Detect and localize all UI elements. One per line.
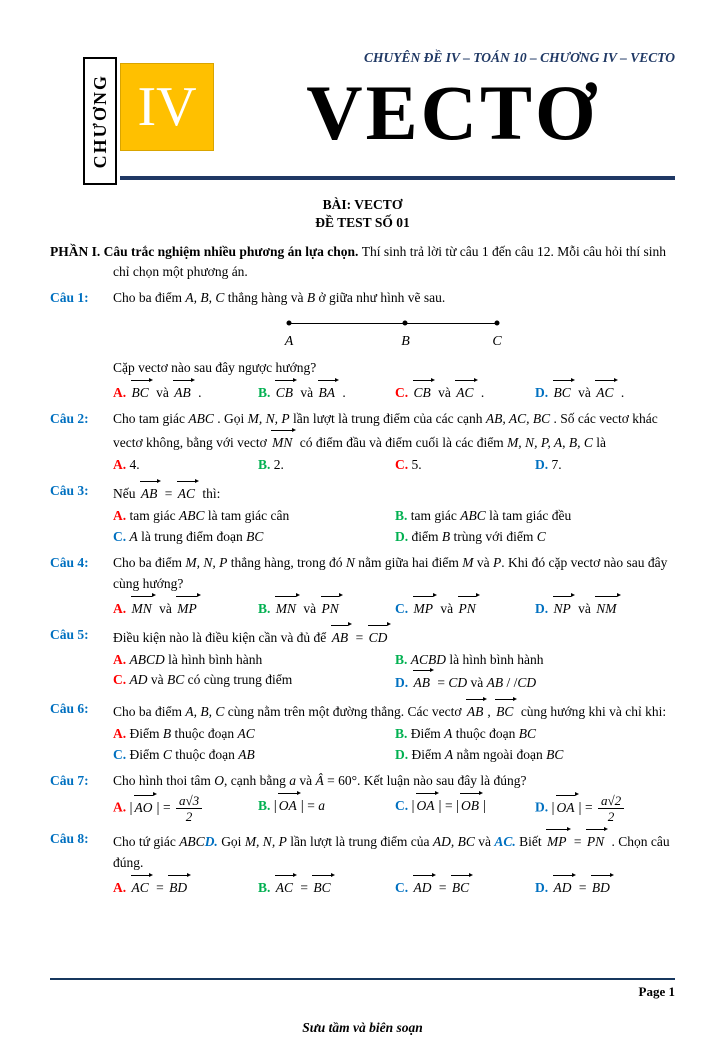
- text-segment: AD: [129, 672, 148, 688]
- text-segment: BC: [546, 747, 564, 763]
- text-segment: 5.: [411, 457, 422, 473]
- option-A: [113, 380, 258, 404]
- option-letter: D.: [395, 528, 412, 544]
- chapter-number-badge: [120, 63, 214, 151]
- text-segment: và: [300, 600, 320, 616]
- vector-notation: BD: [167, 875, 191, 899]
- center-titles: [0, 196, 725, 232]
- text-segment: Cho hình thoi tâm: [113, 773, 215, 789]
- option-letter: C.: [395, 385, 412, 401]
- option-C: [395, 596, 535, 620]
- options: [113, 380, 675, 404]
- text-segment: và: [574, 600, 595, 616]
- text-segment: Điểm: [411, 747, 445, 763]
- text-segment: nằm giữa hai điểm: [354, 554, 463, 570]
- text-segment: là hình bình hành: [164, 651, 263, 667]
- text-segment: ABCD: [129, 651, 165, 667]
- option-letter: B.: [395, 508, 411, 524]
- text-segment: Điều kiện nào là điều kiện cần và đủ để: [113, 629, 330, 645]
- option-B: [258, 875, 395, 899]
- question-label: Câu 4:: [50, 554, 89, 570]
- text-segment: =: [159, 799, 174, 815]
- vector-notation: AC: [274, 875, 297, 899]
- options: [113, 596, 675, 620]
- option-letter: D.: [535, 600, 552, 616]
- text-segment: =: [161, 486, 176, 502]
- vector-notation: PN: [320, 596, 343, 620]
- question-label: Câu 7:: [50, 773, 89, 789]
- text-segment: ABC: [460, 508, 486, 524]
- text-segment: . Chọn câu đúng.: [113, 834, 670, 871]
- option-letter: D.: [535, 457, 552, 473]
- option-B: [395, 650, 675, 671]
- text-segment: thuộc đoạn: [171, 726, 238, 742]
- text-segment: và: [155, 600, 176, 616]
- test-title: ĐỀ TEST SỐ 01: [315, 215, 410, 231]
- option-letter: A.: [113, 726, 130, 742]
- question-8: [50, 829, 675, 899]
- text-segment: và: [147, 672, 167, 688]
- text-segment: B: [162, 726, 172, 742]
- options: [113, 793, 675, 824]
- option-B: [258, 380, 395, 404]
- text-segment: nằm ngoài đoạn: [453, 747, 547, 763]
- option-letter: A.: [113, 880, 130, 896]
- option-letter: C.: [395, 798, 412, 814]
- text-segment: =: [575, 880, 590, 896]
- question-text: [113, 409, 675, 454]
- option-D: [535, 875, 675, 899]
- vector-notation: MP: [412, 596, 438, 620]
- text-segment: =: [570, 834, 585, 850]
- text-segment: và: [467, 675, 487, 691]
- vector-notation: AD: [552, 875, 576, 899]
- text-segment: C: [162, 747, 172, 763]
- option-letter: A.: [113, 651, 130, 667]
- question-text: [113, 699, 675, 723]
- option-letter: B.: [258, 880, 274, 896]
- question-2: [50, 409, 675, 476]
- option-letter: D.: [535, 799, 552, 815]
- vector-magnitude: | OA |: [412, 798, 442, 813]
- option-B: [395, 724, 675, 745]
- text-segment: B: [306, 289, 316, 305]
- text-segment: =: [441, 798, 456, 814]
- text-segment: và: [297, 385, 317, 401]
- options: [113, 875, 675, 899]
- option-B: [258, 793, 395, 824]
- question-3: [50, 481, 675, 548]
- option-C: [113, 527, 395, 548]
- question-label: Câu 6:: [50, 701, 89, 717]
- option-C: [395, 793, 535, 824]
- text-segment: B: [441, 528, 451, 544]
- question-label: Câu 1:: [50, 289, 89, 305]
- vector-magnitude: | OA |: [552, 800, 582, 815]
- figure-point: [403, 321, 408, 326]
- text-segment: cùng nằm trên một đường thẳng. Các vectơ: [224, 704, 465, 720]
- text-segment: A: [129, 528, 138, 544]
- option-letter: C.: [395, 600, 412, 616]
- text-segment: A, B, C: [185, 289, 225, 305]
- vector-notation: AC: [594, 380, 617, 404]
- option-letter: B.: [395, 726, 411, 742]
- text-segment: Cặp vectơ nào sau đây ngược hướng?: [113, 360, 317, 376]
- text-segment: / /: [503, 675, 518, 691]
- text-segment: .: [477, 385, 485, 401]
- question-7: [50, 771, 675, 824]
- vector-notation: OA: [555, 795, 579, 819]
- text-segment: và: [152, 385, 173, 401]
- vector-notation: OA: [415, 793, 439, 817]
- option-D: [535, 596, 675, 620]
- text-segment: .: [194, 385, 202, 401]
- options: [113, 506, 675, 548]
- vector-notation: BC: [494, 699, 517, 723]
- text-segment: . Số các vectơ khác vectơ không, bằng với vectơ: [113, 411, 658, 451]
- text-segment: ở giữa như hình vẽ sau.: [315, 289, 446, 305]
- vector-notation: CB: [412, 380, 435, 404]
- option-letter: B.: [258, 457, 274, 473]
- text-segment: 7.: [551, 457, 562, 473]
- text-segment: ,: [487, 704, 495, 720]
- text-segment: Nếu: [113, 486, 139, 502]
- option-letter: B.: [258, 385, 274, 401]
- option-B: [395, 506, 675, 527]
- text-segment: ABC: [188, 411, 214, 427]
- option-letter: A.: [113, 600, 130, 616]
- option-letter: B.: [395, 651, 411, 667]
- vector-notation: BA: [317, 380, 340, 404]
- text-segment: là tam giác đều: [485, 508, 572, 524]
- text-segment: điểm: [411, 528, 442, 544]
- chapter-banner: [50, 36, 675, 188]
- vector-notation: BC: [450, 875, 473, 899]
- text-segment: thuộc đoạn: [171, 747, 239, 763]
- fraction-denominator: 2: [185, 809, 193, 825]
- text-segment: tam giác: [129, 508, 179, 524]
- chapter-title: VECTƠ: [306, 69, 599, 156]
- text-segment: Cho ba điểm: [113, 704, 186, 720]
- vector-notation: NP: [552, 596, 575, 620]
- figure-line: [289, 323, 497, 324]
- text-segment: có cùng trung điểm: [184, 672, 293, 688]
- question-6: [50, 699, 675, 766]
- vector-notation: PN: [457, 596, 480, 620]
- text-segment: ACBD: [410, 651, 447, 667]
- vector-magnitude: | OA |: [274, 798, 304, 813]
- option-letter: D.: [535, 385, 552, 401]
- text-segment: AC.: [494, 834, 516, 850]
- footer-rule: [50, 978, 675, 980]
- option-C: [395, 455, 535, 476]
- text-segment: Cho tam giác: [113, 411, 189, 427]
- text-segment: thẳng hàng, trong đó: [227, 554, 346, 570]
- vector-notation: AC: [454, 380, 477, 404]
- text-segment: và: [474, 834, 495, 850]
- text-segment: O: [214, 773, 224, 789]
- vector-notation: MN: [274, 596, 300, 620]
- text-segment: Biết: [515, 834, 545, 850]
- option-C: [113, 745, 395, 766]
- option-letter: C.: [113, 672, 130, 688]
- vector-notation: MP: [175, 596, 201, 620]
- vector-magnitude: | OB |: [456, 798, 486, 813]
- text-segment: Điểm: [129, 747, 163, 763]
- text-segment: tam giác: [410, 508, 461, 524]
- text-segment: AB, AC, BC: [485, 411, 551, 427]
- option-C: [395, 875, 535, 899]
- figure-point: [495, 321, 500, 326]
- option-letter: D.: [535, 880, 552, 896]
- text-segment: =: [303, 798, 319, 814]
- options: [113, 724, 675, 766]
- text-segment: BC: [246, 528, 264, 544]
- text-segment: và: [437, 600, 457, 616]
- text-segment: M, N, P: [244, 834, 287, 850]
- vector-notation: AD: [412, 875, 436, 899]
- text-segment: CD: [448, 675, 468, 691]
- option-A: [113, 506, 395, 527]
- text-segment: lần lượt là trung điểm của: [286, 834, 433, 850]
- text-segment: có điểm đầu và điểm cuối là các điểm: [296, 435, 508, 451]
- text-segment: P: [493, 554, 502, 570]
- text-segment: C: [536, 528, 546, 544]
- text-segment: là tam giác cân: [204, 508, 290, 524]
- vector-notation: AC: [130, 875, 153, 899]
- option-D: [395, 670, 675, 694]
- vector-notation: AB: [465, 699, 488, 723]
- vector-notation: OB: [459, 793, 483, 817]
- vector-notation: AB: [172, 380, 195, 404]
- document-header: CHUYÊN ĐỀ IV – TOÁN 10 – CHƯƠNG IV – VECTO: [363, 50, 675, 65]
- text-segment: và: [574, 385, 595, 401]
- text-segment: ABC: [179, 834, 205, 850]
- option-letter: C.: [395, 457, 412, 473]
- text-segment: 2.: [273, 457, 284, 473]
- text-segment: = 60°. Kết luận nào sau đây là đúng?: [323, 773, 527, 789]
- text-segment: =: [435, 880, 450, 896]
- text-segment: Â: [315, 773, 324, 789]
- question-label: Câu 3:: [50, 483, 89, 499]
- text-segment: và: [295, 773, 316, 789]
- question-label: Câu 2:: [50, 411, 89, 427]
- text-segment: . Khi đó cặp vectơ nào sau đây cùng hướng?: [113, 554, 668, 591]
- text-segment: . Gọi: [213, 411, 248, 427]
- question-text-2: [113, 358, 675, 379]
- text-segment: và: [473, 554, 494, 570]
- line-figure: [284, 316, 502, 358]
- vector-notation: NM: [594, 596, 620, 620]
- option-letter: C.: [395, 880, 412, 896]
- vector-notation: AB: [139, 481, 162, 505]
- question-text: [113, 771, 675, 792]
- question-4: [50, 553, 675, 620]
- figure-point-label: A: [284, 334, 294, 350]
- vector-notation: BC: [130, 380, 153, 404]
- option-C: [113, 670, 395, 694]
- text-segment: .: [339, 385, 346, 401]
- option-letter: B.: [258, 798, 274, 814]
- question-text: [113, 553, 675, 595]
- options: [113, 455, 675, 476]
- fraction-numerator: a√3: [176, 793, 202, 809]
- footer-credit: Sưu tầm và biên soạn: [302, 1020, 423, 1035]
- banner-rule: [120, 176, 675, 180]
- question-1: [50, 288, 675, 405]
- option-A: [113, 724, 395, 745]
- figure-point: [287, 321, 292, 326]
- text-segment: Gọi: [217, 834, 245, 850]
- figure-point-label: C: [492, 334, 502, 350]
- option-A: [113, 650, 395, 671]
- option-letter: B.: [258, 600, 274, 616]
- option-letter: D.: [395, 675, 412, 691]
- vector-notation: OA: [277, 793, 301, 817]
- fraction: [598, 793, 624, 824]
- option-letter: A.: [113, 508, 130, 524]
- vector-notation: MN: [130, 596, 156, 620]
- text-segment: , cạnh bằng: [224, 773, 290, 789]
- text-segment: A: [444, 747, 454, 763]
- vector-notation: AO: [133, 795, 157, 819]
- text-segment: trùng với điểm: [450, 528, 537, 544]
- question-label: Câu 5:: [50, 626, 89, 642]
- text-segment: A, B, C: [185, 704, 225, 720]
- vector-notation: MN: [270, 430, 296, 454]
- option-letter: A.: [113, 385, 130, 401]
- page-number: Page 1: [638, 984, 675, 999]
- text-segment: là: [592, 435, 606, 451]
- text-segment: a: [318, 798, 325, 814]
- lesson-title: BÀI: VECTƠ: [322, 197, 403, 212]
- text-segment: BC: [518, 726, 537, 742]
- option-letter: C.: [113, 747, 130, 763]
- text-segment: thì:: [199, 486, 221, 502]
- vector-notation: MP: [545, 829, 571, 853]
- text-segment: A: [444, 726, 453, 742]
- option-D: [535, 380, 675, 404]
- text-segment: =: [581, 799, 596, 815]
- text-segment: Điểm: [129, 726, 163, 742]
- option-A: [113, 793, 258, 824]
- vector-magnitude: | AO |: [130, 800, 160, 815]
- option-D: [395, 745, 675, 766]
- option-A: [113, 875, 258, 899]
- text-segment: .: [617, 385, 625, 401]
- option-letter: A.: [113, 457, 130, 473]
- chapter-label: CHƯƠNG: [89, 73, 110, 169]
- fraction-numerator: a√2: [598, 793, 624, 809]
- option-D: [535, 793, 675, 824]
- text-segment: AB: [486, 675, 504, 691]
- text-segment: là trung điểm đoạn: [137, 528, 247, 544]
- text-segment: thuộc đoạn: [452, 726, 519, 742]
- chapter-number: IV: [137, 76, 197, 138]
- option-letter: C.: [113, 528, 130, 544]
- vector-notation: PN: [585, 829, 608, 853]
- option-D: [395, 527, 675, 548]
- text-segment: N: [345, 554, 355, 570]
- text-segment: Cho tứ giác: [113, 834, 180, 850]
- question-label: Câu 8:: [50, 831, 89, 847]
- question-text: [113, 481, 675, 505]
- text-segment: cùng hướng khi và chỉ khi:: [517, 704, 667, 720]
- text-segment: 4.: [129, 457, 140, 473]
- chapter-label-box: [83, 57, 117, 185]
- figure-point-label: B: [401, 334, 410, 350]
- text-segment: CD: [517, 675, 537, 691]
- vector-notation: CD: [367, 625, 392, 649]
- text-segment: a: [289, 773, 296, 789]
- option-D: [535, 455, 675, 476]
- fraction: [176, 793, 202, 824]
- text-segment: PHẦN I. Câu trắc nghiệm nhiều phương án lựa chọn.: [50, 244, 362, 260]
- option-A: [113, 455, 258, 476]
- option-C: [395, 380, 535, 404]
- text-segment: là hình bình hành: [446, 651, 544, 667]
- text-segment: Cho ba điểm: [113, 289, 186, 305]
- text-segment: M, N, P: [247, 411, 290, 427]
- text-segment: M, N, P, A, B, C: [507, 435, 593, 451]
- option-B: [258, 596, 395, 620]
- option-letter: D.: [395, 747, 412, 763]
- part1-heading: [50, 242, 675, 281]
- vector-notation: BD: [590, 875, 614, 899]
- text-segment: =: [297, 880, 312, 896]
- options: [113, 650, 675, 695]
- vector-notation: BC: [552, 380, 575, 404]
- vector-notation: CB: [274, 380, 297, 404]
- vector-notation: AB: [330, 625, 353, 649]
- questions: [50, 288, 675, 899]
- text-segment: ABC: [178, 508, 205, 524]
- text-segment: AC: [237, 726, 255, 742]
- question-text: [113, 288, 675, 309]
- option-B: [258, 455, 395, 476]
- text-segment: M, N, P: [185, 554, 228, 570]
- question-text: [113, 625, 675, 649]
- text-segment: =: [152, 880, 168, 896]
- question-text: [113, 829, 675, 874]
- text-segment: =: [434, 675, 449, 691]
- text-segment: AD, BC: [432, 834, 475, 850]
- text-segment: lần lượt là trung điểm của các cạnh: [289, 411, 486, 427]
- text-segment: Điểm: [410, 726, 445, 742]
- option-A: [113, 596, 258, 620]
- text-segment: Thí sinh trả lời từ câu 1 đến câu 12. Mỗi câu hỏi thí sinh chỉ chọn một phương án.: [113, 244, 667, 279]
- text-segment: M: [462, 554, 474, 570]
- question-5: [50, 625, 675, 695]
- text-segment: D.: [204, 834, 218, 850]
- text-segment: thẳng hàng và: [224, 289, 307, 305]
- fraction-denominator: 2: [607, 809, 615, 825]
- text-segment: BC: [167, 672, 185, 688]
- text-segment: và: [434, 385, 455, 401]
- vector-notation: BC: [311, 875, 334, 899]
- text-segment: =: [352, 629, 367, 645]
- text-segment: Cho ba điểm: [113, 554, 186, 570]
- vector-notation: AB: [412, 670, 435, 694]
- option-letter: A.: [113, 799, 130, 815]
- text-segment: AB: [238, 747, 255, 763]
- vector-notation: AC: [176, 481, 199, 505]
